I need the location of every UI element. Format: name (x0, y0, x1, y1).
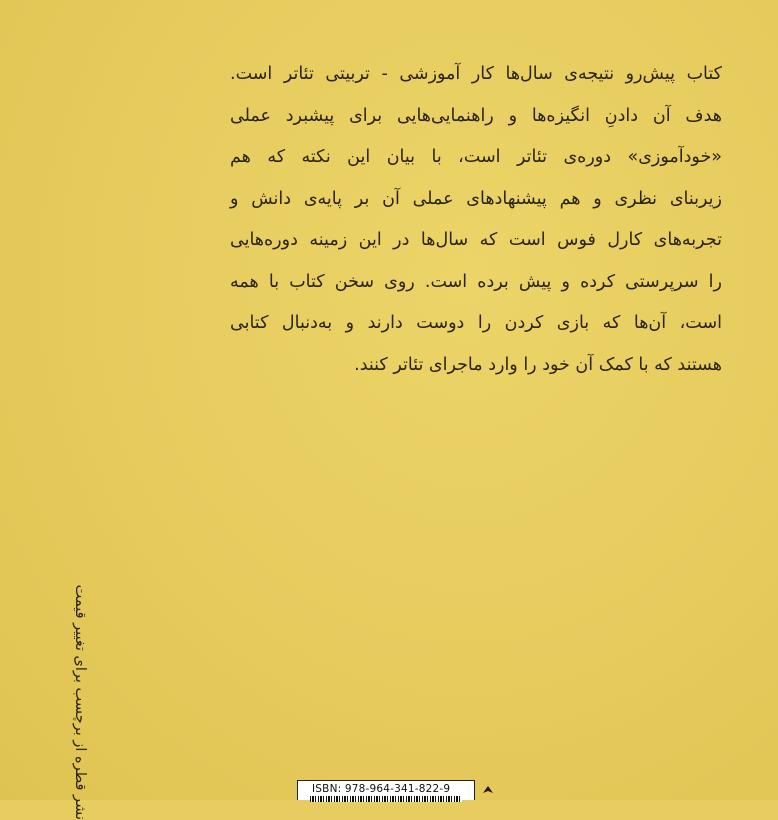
blurb-line: است، آن‌ها که بازی کردن را دوست دارند و به‌دنبال کتابی (230, 313, 722, 333)
publisher-logo-icon (481, 783, 495, 797)
isbn-barcode (297, 780, 475, 800)
isbn-label: ISBN: 978-964-341-822-9 (312, 783, 451, 795)
blurb-line: را سرپرستی کرده و پیش برده است. روی سخن کتاب با همه (230, 271, 722, 292)
blurb-text (230, 54, 722, 386)
blurb-line: زیربنای نظری و هم پیشنهادهای عملی آن بر پایه‌ی دانش و (230, 188, 722, 209)
blurb-line: هدف آن دادنِ انگیزه‌ها و راهنمایی‌هایی برای پیشبرد عملی (230, 105, 722, 126)
blurb-line: تجربه‌های کارل فوس است که سال‌ها در این زمینه دوره‌هایی (230, 230, 722, 250)
barcode-bars (310, 796, 462, 802)
blurb-line: «خودآموزی» دوره‌ی تئاتر است، با بیان این نکته که هم (230, 147, 722, 167)
blurb-line: کتاب پیش‌رو نتیجه‌ی سال‌ها کار آموزشی - تربیتی تئاتر است. (230, 64, 722, 84)
price-label-note: نشر قطره از برچسب برای تغییر قیمت (72, 584, 88, 820)
blurb-line: هستند که با کمک آن خود را وارد ماجرای تئاتر کنند. (354, 354, 722, 375)
